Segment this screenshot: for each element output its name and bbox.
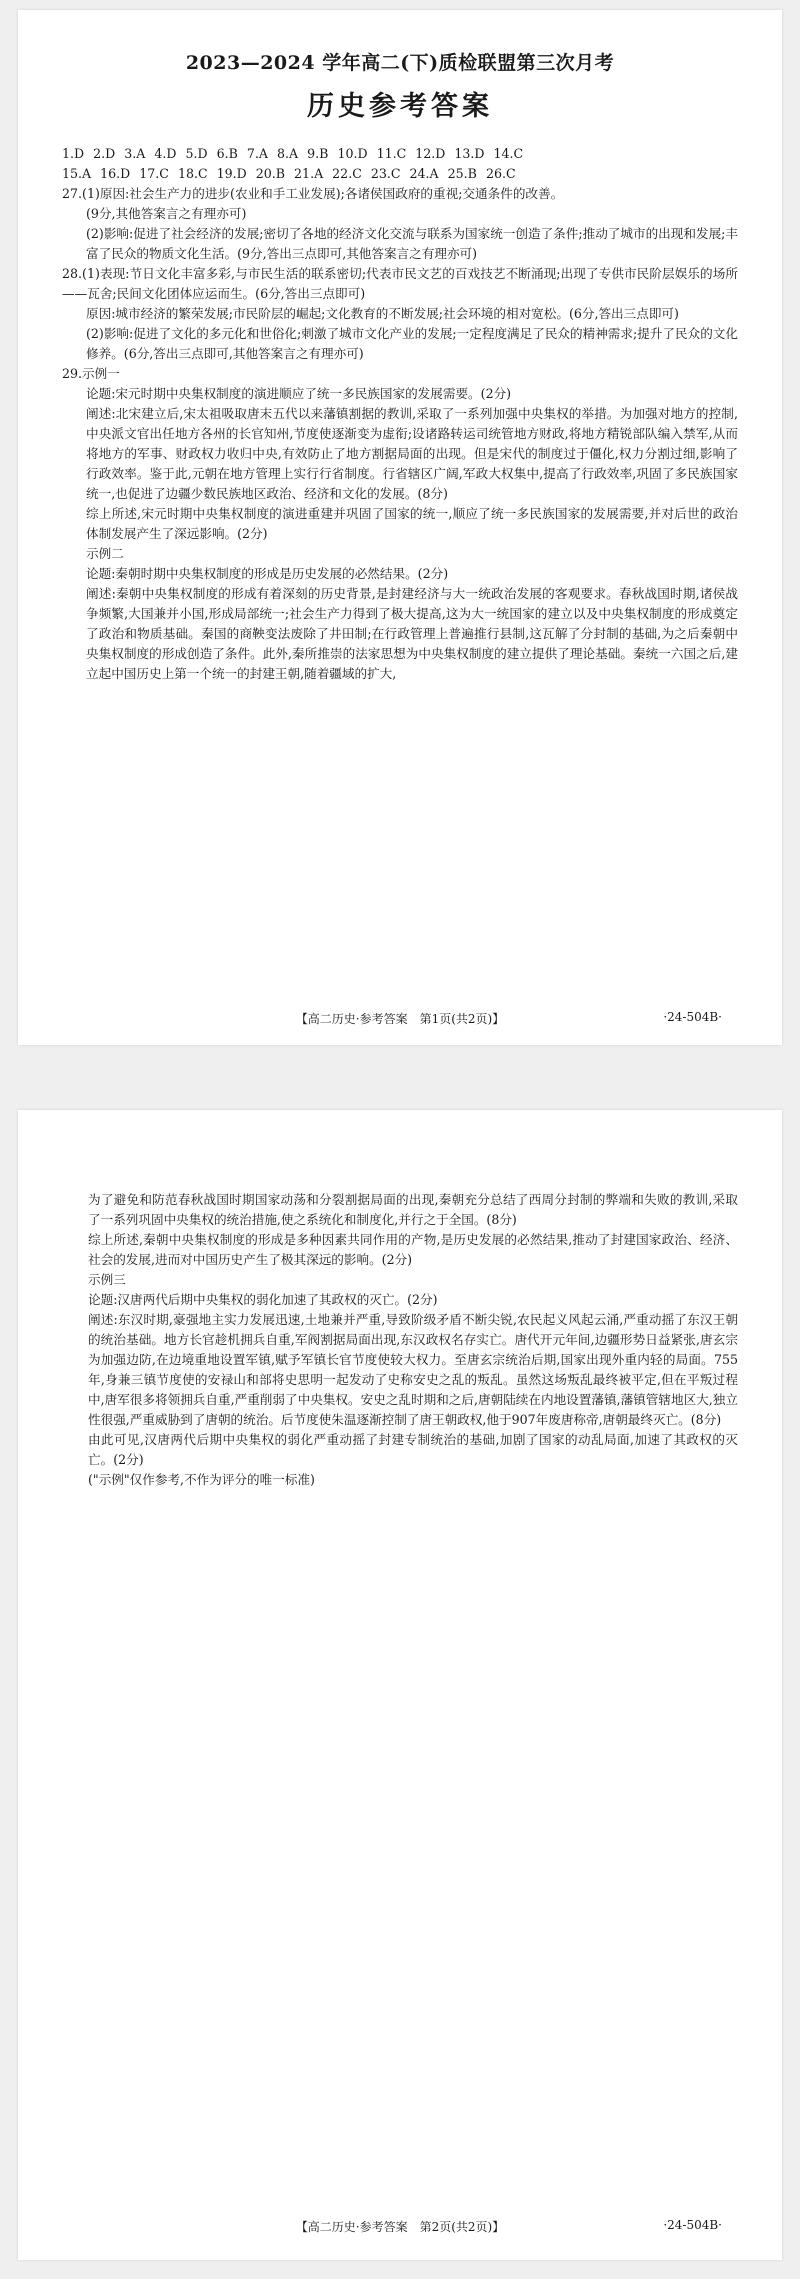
- example-3-thesis: 论题:汉唐两代后期中央集权的弱化加速了其政权的灭亡。(2分): [88, 1292, 438, 1307]
- answer-item: 21.A: [294, 166, 324, 181]
- example-3-heading: 示例三: [88, 1272, 126, 1287]
- example-disclaimer: ("示例"仅作参考,不作为评分的唯一标准): [88, 1472, 315, 1487]
- q27-part1-score-note: (9分,其他答案言之有理亦可): [86, 206, 247, 221]
- document-page-1: [18, 10, 782, 1045]
- example-2-argument: 阐述:秦朝中央集权制度的形成有着深刻的历史背景,是封建经济与大一统政治发展的客观要求。春秋战国时期,诸侯战争频繁,大国兼并小国,形成局部统一;社会生产力得到了极大提高,这为大一统国家的建立以及中央集权制度的形成奠定了政治和物质基础。秦国的商鞅变法废除了井田制;在行政管理上普遍推行县制,这瓦解了分封制的基础,为之后秦朝中央集权制度的形成创造了条件。此外,秦所推崇的法家思想为中央集权制度的建立提供了理论基础。秦统一六国之后,建立起中国历史上第一个统一的封建王朝,随着疆域的扩大,: [86, 586, 738, 681]
- q29-example-1-heading: 29.示例一: [62, 366, 120, 381]
- answer-item: 6.B: [216, 146, 238, 161]
- answer-item: 13.D: [454, 146, 485, 161]
- q28-part1-manifestation: 28.(1)表现:节日文化丰富多彩,与市民生活的联系密切;代表市民文艺的百戏技艺不断涌现;出现了专供市民阶层娱乐的场所——瓦舍;民间文化团体应运而生。(6分,答出三点即可): [62, 266, 738, 301]
- answer-item: 10.D: [337, 146, 368, 161]
- answer-item: 25.B: [447, 166, 477, 181]
- page-2-footer-label: 【高二历史·参考答案 第2页(共2页)】: [295, 2220, 505, 2234]
- document-page-2: [18, 1110, 782, 2260]
- answer-row-1: [62, 144, 738, 164]
- answer-item: 11.C: [376, 146, 407, 161]
- q27-part1-reason: 27.(1)原因:社会生产力的进步(农业和手工业发展);各诸侯国政府的重视;交通条件的改善。: [62, 186, 564, 201]
- answer-item: 26.C: [485, 166, 516, 181]
- q28-part1-reason: 原因:城市经济的繁荣发展;市民阶层的崛起;文化教育的不断发展;社会环境的相对宽松。(6分,答出三点即可): [86, 306, 679, 321]
- answer-item: 20.B: [255, 166, 286, 181]
- q27-part2-impact: (2)影响:促进了社会经济的发展;密切了各地的经济文化交流与联系为国家统一创造了条件;推动了城市的出现和发展;丰富了民众的物质文化生活。(9分,答出三点即可,其他答案言之有理亦可): [86, 226, 738, 261]
- page-1-footer-label: 【高二历史·参考答案 第1页(共2页)】: [295, 1012, 505, 1026]
- example-1-conclusion: 综上所述,宋元时期中央集权制度的演进重建并巩固了国家的统一,顺应了统一多民族国家的发展需要,并对后世的政治体制发展产生了深远影响。(2分): [86, 506, 738, 541]
- page-1-content: [62, 144, 738, 684]
- answer-item: 23.C: [370, 166, 401, 181]
- answer-item: 24.A: [409, 166, 439, 181]
- answer-item: 17.C: [139, 166, 169, 181]
- example-1-thesis: 论题:宋元时期中央集权制度的演进顺应了统一多民族国家的发展需要。(2分): [86, 386, 512, 401]
- example-2-conclusion: 综上所述,秦朝中央集权制度的形成是多种因素共同作用的产物,是历史发展的必然结果,推动了封建国家政治、经济、社会的发展,进而对中国历史产生了极其深远的影响。(2分): [88, 1232, 738, 1267]
- answer-item: 5.D: [185, 146, 208, 161]
- answer-item: 2.D: [93, 146, 116, 161]
- answer-row-2: [62, 164, 738, 184]
- page-2-content: [88, 1190, 738, 1490]
- example-3-conclusion: 由此可见,汉唐两代后期中央集权的弱化严重动摇了封建专制统治的基础,加剧了国家的动乱局面,加速了其政权的灭亡。(2分): [88, 1432, 738, 1467]
- answer-item: 12.D: [415, 146, 446, 161]
- answer-item: 4.D: [154, 146, 177, 161]
- example-3-argument: 阐述:东汉时期,豪强地主实力发展迅速,土地兼并严重,导致阶级矛盾不断尖锐,农民起义风起云涌,严重动摇了东汉王朝的统治基础。地方长官趁机拥兵自重,军阀割据局面出现,东汉政权名存实亡。唐代开元年间,边疆形势日益紧张,唐玄宗为加强边防,在边境重地设置军镇,赋予军镇长官节度使较大权力。至唐玄宗统治后期,国家出现外重内轻的局面。755年,身兼三镇节度使的安禄山和部将史思明一起发动了史称安史之乱的叛乱。虽然这场叛乱最终被平定,但在平叛过程中,唐军很多将领拥兵自重,严重削弱了中央集权。安史之乱时期和之后,唐朝陆续在内地设置藩镇,藩镇管辖地区大,独立性很强,严重威胁到了唐朝的统治。后节度使朱温逐渐控制了唐王朝政权,他于907年废唐称帝,唐朝最终灭亡。(8分): [88, 1312, 738, 1427]
- example-2-heading: 示例二: [86, 546, 124, 561]
- answer-item: 16.D: [100, 166, 131, 181]
- answer-item: 22.C: [332, 166, 362, 181]
- page-2-footer-code: ·24-504B·: [663, 2218, 722, 2232]
- answer-key-title: 历史参考答案: [307, 91, 493, 122]
- answer-item: 1.D: [62, 146, 85, 161]
- exam-title: 2023—2024 学年高二(下)质检联盟第三次月考: [185, 52, 615, 74]
- answer-item: 9.B: [307, 146, 329, 161]
- answer-item: 8.A: [277, 146, 299, 161]
- answer-item: 3.A: [124, 146, 146, 161]
- answer-item: 14.C: [493, 146, 524, 161]
- answer-item: 19.D: [216, 166, 247, 181]
- page-1-footer-code: ·24-504B·: [663, 1010, 722, 1024]
- answer-item: 18.C: [177, 166, 208, 181]
- answer-item: 7.A: [246, 146, 269, 161]
- q28-part2-impact: (2)影响:促进了文化的多元化和世俗化;刺激了城市文化产业的发展;一定程度满足了民众的精神需求;提升了民众的文化修养。(6分,答出三点即可,其他答案言之有理亦可): [86, 326, 738, 361]
- answer-item: 15.A: [62, 166, 92, 181]
- example-2-argument-continued: 为了避免和防范春秋战国时期国家动荡和分裂割据局面的出现,秦朝充分总结了西周分封制的弊端和失败的教训,采取了一系列巩固中央集权的统治措施,使之系统化和制度化,并行之于全国。(8分): [88, 1192, 738, 1227]
- example-2-thesis: 论题:秦朝时期中央集权制度的形成是历史发展的必然结果。(2分): [86, 566, 449, 581]
- example-1-argument: 阐述:北宋建立后,宋太祖吸取唐末五代以来藩镇割据的教训,采取了一系列加强中央集权的举措。为加强对地方的控制,中央派文官出任地方各州的长官知州,节度使逐渐变为虚衔;设诸路转运司统管地方财政,将地方精锐部队编入禁军,从而将地方的军事、财政权力收归中央,有效防止了地方割据局面的出现。但是宋代的制度过于僵化,权力分割过细,影响了行政效率。鉴于此,元朝在地方管理上实行行省制度。行省辖区广阔,军政大权集中,提高了行政效率,巩固了多民族国家统一,也促进了边疆少数民族地区政治、经济和文化的发展。(8分): [86, 406, 738, 501]
